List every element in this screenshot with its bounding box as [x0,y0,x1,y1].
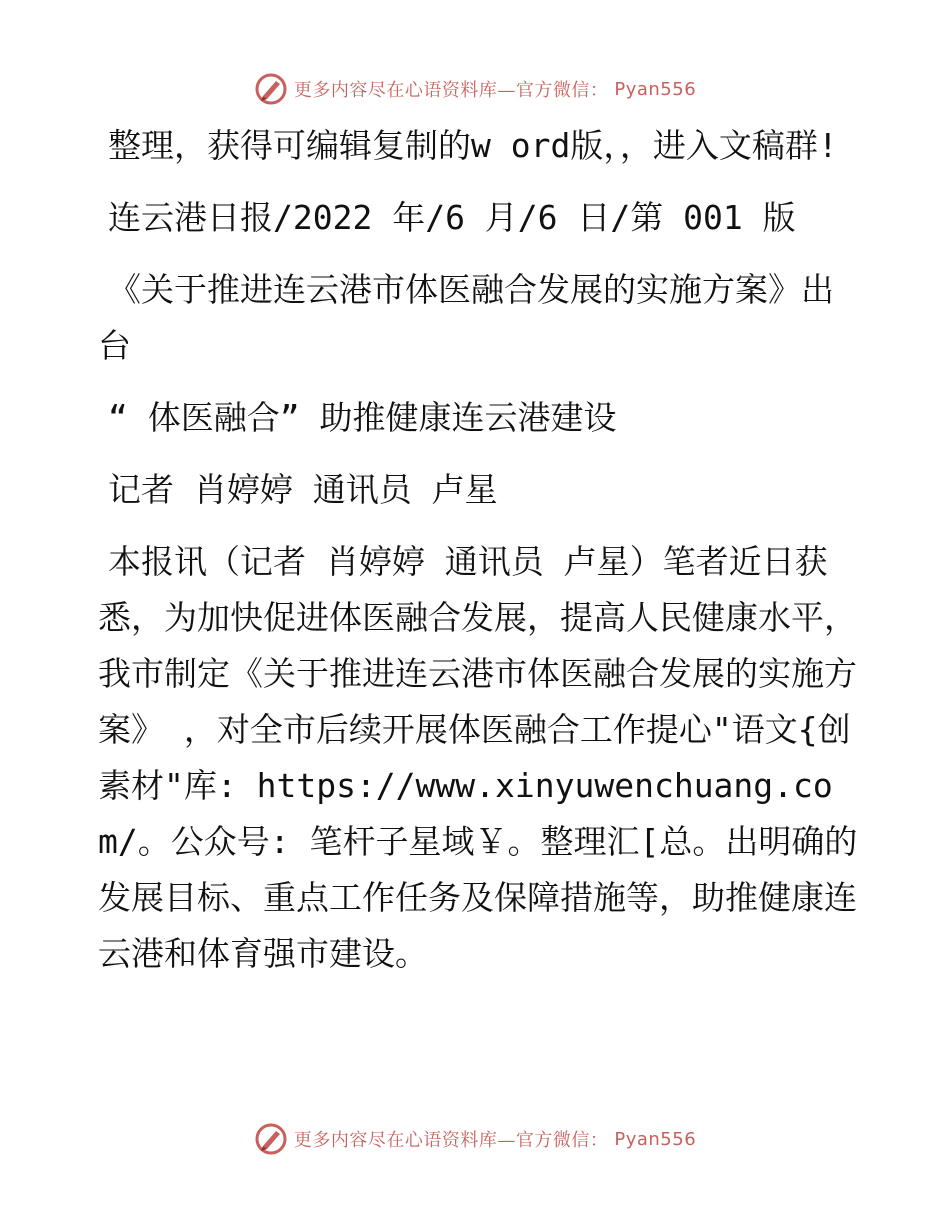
banner-wechat-id: Pyan556 [614,78,697,100]
headline [98,262,858,374]
source-text: 连云港日报/2022 年/6 月/6 日/第 001 版 [108,198,796,237]
document-body [98,118,858,982]
banner-text: 更多内容尽在心语资料库—官方微信： [293,80,609,101]
intro-text: 整理，获得可编辑复制的w ord版，，进入文稿群! [108,126,838,165]
subheadline-text: “ 体医融合” 助推健康连云港建设 [108,398,617,437]
headline-text: 《关于推进连云港市体医融合发展的实施方案》出台 [98,270,834,365]
subheadline [98,390,858,446]
banner-wechat-id: Pyan556 [614,1128,697,1150]
source-line [98,190,858,246]
byline [98,462,858,518]
body-text: 本报讯（记者 肖婷婷 通讯员 卢星）笔者近日获悉，为加快促进体医融合发展，提高人民健康水平，我市制定《关于推进连云港市体医融合发展的实施方案》 ，对全市后续开展体医融合工作提心"语文{创素材"库: https://www.xinyuwenchuang.com/。公众号: 笔杆子星域￥。整理汇[总。出明确的发展目标、重点工作任务及保障措施等，助推健康连云港和体育强市建设。 [98,542,858,973]
intro-paragraph [98,118,858,174]
pen-logo-icon [254,72,288,106]
footer-banner [0,1122,950,1156]
byline-text: 记者 肖婷婷 通讯员 卢星 [108,470,498,509]
pen-logo-icon [254,1122,288,1156]
body-paragraph [98,534,858,982]
banner-text: 更多内容尽在心语资料库—官方微信： [293,1130,609,1151]
header-banner [0,72,950,106]
